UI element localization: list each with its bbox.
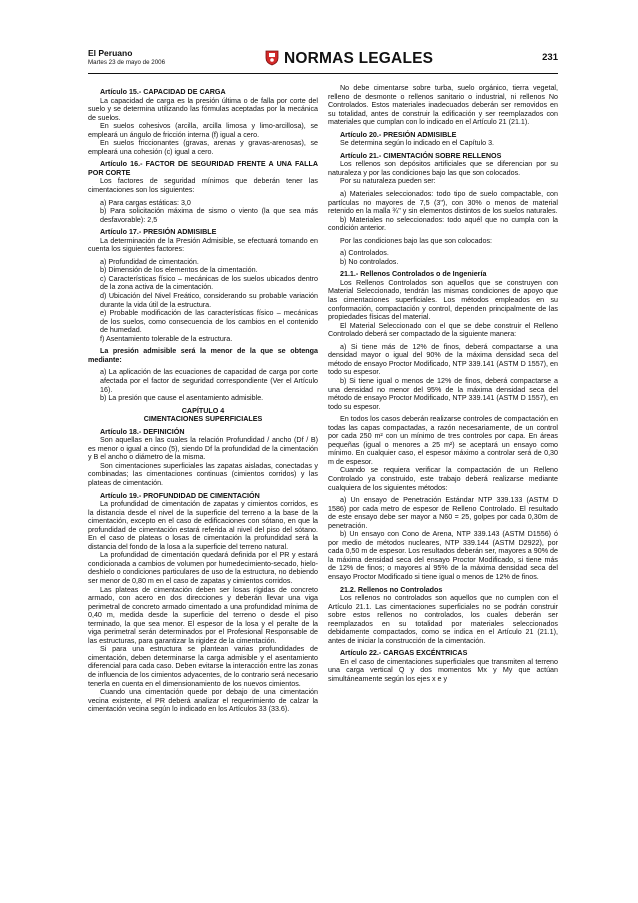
paragraph: Por su naturaleza pueden ser: bbox=[340, 177, 436, 186]
paragraph: No debe cimentarse sobre turba, suelo orgánico, tierra vegetal, relleno de desmonte o rellenos sanitario o industrial, ni rellenos No Controlados. Estos materiales inadecuados deberán ser removidos en su totalidad, antes de construir la edificación y ser reemplazados con materiales que cumplan con lo indicado en el Artículo 21 (21.1). bbox=[328, 84, 558, 127]
article-heading: Artículo 21.- CIMENTACIÓN SOBRE RELLENOS bbox=[340, 151, 502, 160]
paragraph: e) Probable modificación de las características físico – mecánicas de los suelos, como consecuencia de los cambios en el contenido de humedad. bbox=[100, 309, 318, 335]
article-heading: Artículo 22.- CARGAS EXCÉNTRICAS bbox=[340, 649, 468, 658]
paragraph: El Material Seleccionado con el que se debe construir el Relleno Controlado deberá ser compactado de la siguiente manera: bbox=[328, 321, 558, 339]
paragraph: a) Para cargas estáticas: 3,0 bbox=[100, 198, 191, 207]
paragraph: b) La presión que cause el asentamiento admisible. bbox=[100, 394, 264, 403]
paragraph: En suelos cohesivos (arcilla, arcilla limosa y limo-arcillosa), se empleará un ángulo de fricción interna (f) igual a cero. bbox=[88, 122, 318, 139]
header-rule bbox=[88, 73, 558, 74]
paragraph: a) La aplicación de las ecuaciones de capacidad de carga por corte afectada por el factor de seguridad correspondiente (Ver el Artículo 16). bbox=[100, 368, 318, 394]
paragraph: Son cimentaciones superficiales las zapatas aisladas, conectadas y combinadas; las cimentaciones continuas (cimientos corridos) y las plateas de cimentación. bbox=[88, 461, 318, 487]
paragraph: b) Si tiene igual o menos de 12% de finos, deberá compactarse a una densidad no menor del 95% de la máxima densidad seca del método de ensayo Proctor Modificado, NTP 339.141 (ASTM D 1557), en todo su espesor. bbox=[328, 376, 558, 411]
paragraph: Los Rellenos Controlados son aquellos que se construyen con Material Seleccionado, tendrán las mismas condiciones de apoyo que las cimentaciones superficiales. Los métodos empleados en su conformación, compactación y control, dependen principalmente de las propiedades físicas del material. bbox=[328, 278, 558, 322]
paragraph: b) Para solicitación máxima de sismo o viento (la que sea más desfavorable): 2,5 bbox=[100, 207, 318, 224]
paragraph: b) No controlados. bbox=[340, 257, 399, 266]
paragraph: Cuando se requiera verificar la compactación de un Relleno Controlado ya construido, este trabajo deberá realizarse mediante cualquiera de los siguientes métodos: bbox=[328, 466, 558, 492]
paragraph: En todos los casos deberán realizarse controles de compactación en todas las capas compactadas, a razón necesariamente, de un control por cada 250 m² con un mínimo de tres controles por capa. En áreas pequeñas (igual o menores a 25 m²) se aceptará un ensayo como mínimo. En cualquier caso, el espesor máximo a controlar será de 0,30 m de espesor. bbox=[328, 415, 558, 466]
paragraph: Las plateas de cimentación deben ser losas rígidas de concreto armado, con acero en dos direcciones y deberán llevar una viga perimetral de concreto armado cimentado a una profundidad mínima de 0,40 m, medida desde la superficie del terreno o desde el piso terminado, la que sea menor. El espesor de la losa y el peralte de la viga perimetral serán determinados por el Profesional Responsable de las estructuras, para garantizar la rigidez de la cimentación. bbox=[88, 585, 318, 645]
article-heading: 21.2. Rellenos no Controlados bbox=[340, 585, 443, 594]
article-heading: Artículo 19.- PROFUNDIDAD DE CIMENTACIÓN bbox=[100, 491, 260, 500]
paragraph: Los factores de seguridad mínimos que deberán tener las cimentaciones son los siguientes: bbox=[88, 177, 318, 195]
article-heading: Artículo 15.- CAPACIDAD DE CARGA bbox=[100, 88, 226, 96]
paragraph: La profundidad de cimentación de zapatas y cimientos corridos, es la distancia desde el nivel de la superficie del terreno a la base de la cimentación, excepto en el caso de edificaciones con sótano, en que la profundidad de cimentación estará referida al nivel del piso del sótano. En el caso de plateas o losas de cimentación la profundidad será la distancia del fondo de la losa a la superficie del terreno natural. bbox=[88, 500, 318, 551]
paragraph: a) Controlados. bbox=[340, 249, 389, 258]
right-column bbox=[328, 84, 558, 684]
left-column bbox=[88, 84, 318, 714]
paragraph: La profundidad de cimentación quedará definida por el PR y estará condicionada a cambios de volumen por humedecimiento-secado, hielo-deshielo o condiciones particulares de uso de la estructura, no debiendo ser menor de 0,80 m en el caso de zapatas y cimientos corridos. bbox=[88, 551, 318, 585]
publication-name: El Peruano bbox=[88, 48, 133, 58]
article-heading: Artículo 17.- PRESIÓN ADMISIBLE bbox=[100, 228, 217, 237]
publication-date: Martes 23 de mayo de 2006 bbox=[88, 59, 166, 66]
paragraph: Son aquellas en las cuales la relación Profundidad / ancho (Df / B) es menor o igual a cinco (5), siendo Df la profundidad de la cimentación y B el ancho o diámetro de la misma. bbox=[88, 436, 318, 462]
page-header bbox=[88, 48, 558, 72]
paragraph: Los rellenos son depósitos artificiales que se diferencian por su naturaleza y por las condiciones bajo las que son colocados. bbox=[328, 160, 558, 177]
paragraph: Se determina según lo indicado en el Capítulo 3. bbox=[340, 139, 495, 148]
article-heading: Artículo 16.- FACTOR DE SEGURIDAD FRENTE A UNA FALLA POR CORTE bbox=[88, 160, 318, 177]
paragraph: f) Asentamiento tolerable de la estructura. bbox=[100, 334, 233, 343]
paragraph: En el caso de cimentaciones superficiales que transmiten al terreno una carga vertical Q y dos momentos Mx y My que actúan simultáneamente según los ejes x e y bbox=[328, 657, 558, 683]
article-heading: Artículo 20.- PRESIÓN ADMISIBLE bbox=[340, 130, 457, 139]
paragraph: b) Dimensión de los elementos de la cimentación. bbox=[100, 266, 258, 275]
paragraph: a) Si tiene más de 12% de finos, deberá compactarse a una densidad mayor o igual del 90% de la máxima densidad seca del método de ensayo Proctor Modificado, NTP 339.141 (ASTM D 1557), en todo su espesor. bbox=[328, 342, 558, 377]
paragraph: a) Un ensayo de Penetración Estándar NTP 339.133 (ASTM D 1586) por cada metro de espesor de Relleno Controlado. El resultado de este ensayo debe ser mayor a N60 = 25, golpes por cada 0,30m de penetración. bbox=[328, 496, 558, 530]
paragraph: d) Ubicación del Nivel Freático, considerando su probable variación durante la vida útil de la estructura. bbox=[100, 292, 318, 309]
section-title: NORMAS LEGALES bbox=[284, 50, 434, 67]
article-heading: Artículo 18.- DEFINICIÓN bbox=[100, 427, 185, 436]
chapter-heading: CIMENTACIONES SUPERFICIALES bbox=[143, 415, 263, 424]
paragraph: Cuando una cimentación quede por debajo de una cimentación vecina existente, el PR deberá analizar el requerimiento de calzar la cimentación vecina según lo indicado en los Artículos 33 (33.6). bbox=[88, 688, 318, 714]
page-number: 231 bbox=[542, 52, 558, 63]
paragraph: Los rellenos no controlados son aquellos que no cumplen con el Artículo 21.1. Las cimentaciones superficiales no se podrán construir sobre estos rellenos no controlados, los cuales deberán ser reemplazados en su totalidad por materiales seleccionados debidamente compactados, como se indica en el Artículo 21 (21.1), antes de iniciar la construcción de la cimentación. bbox=[328, 594, 558, 645]
chapter-heading: CAPÍTULO 4 bbox=[181, 406, 225, 415]
paragraph: b) Materiales no seleccionados: todo aquél que no cumpla con la condición anterior. bbox=[328, 215, 558, 233]
article-heading: La presión admisible será la menor de la que se obtenga mediante: bbox=[88, 347, 318, 364]
paragraph: a) Profundidad de cimentación. bbox=[100, 257, 199, 266]
paragraph: c) Características físico – mecánicas de los suelos ubicados dentro de la zona activa de la cimentación. bbox=[100, 274, 318, 292]
paragraph: Por las condiciones bajo las que son colocados: bbox=[340, 236, 493, 245]
paragraph: Si para una estructura se plantean varias profundidades de cimentación, deben determinarse la carga admisible y el asentamiento diferencial para cada caso. Deben evitarse la interacción entre las zonas de influencia de los cimientos adyacentes, de lo contrario será necesario tenerla en cuenta en el dimensionamiento de los nuevos cimientos. bbox=[88, 645, 318, 688]
paragraph: b) Un ensayo con Cono de Arena, NTP 339.143 (ASTM D1556) ó por medio de métodos nucleares, NTP 339.144 (ASTM D2922), por cada 0,50 m de espesor. Los resultados deberán ser, mayores a 90% de la máxima densidad seca del ensayo Proctor Modificado, si tiene más de 12% de finos; o mayores al 95% de la máxima densidad seca del ensayo Proctor Modificado si tiene igual o menos de 12% de finos. bbox=[328, 530, 558, 581]
paragraph: En suelos friccionantes (gravas, arenas y gravas-arenosas), se empleará una cohesión (c) igual a cero. bbox=[88, 139, 318, 156]
paragraph: a) Materiales seleccionados: todo tipo de suelo compactable, con partículas no mayores de 7,5 (3"), con 30% o menos de material retenido en la malla ¾" y sin elementos distintos de los suelos naturales. bbox=[328, 190, 558, 216]
paragraph: La determinación de la Presión Admisible, se efectuará tomando en cuenta los siguientes factores: bbox=[88, 236, 318, 254]
national-seal-icon bbox=[264, 49, 280, 66]
paragraph: La capacidad de carga es la presión última o de falla por corte del suelo y se determina utilizando las fórmulas aceptadas por la mecánica de suelos. bbox=[88, 96, 318, 122]
article-heading: 21.1.- Rellenos Controlados o de Ingeniería bbox=[340, 270, 487, 279]
